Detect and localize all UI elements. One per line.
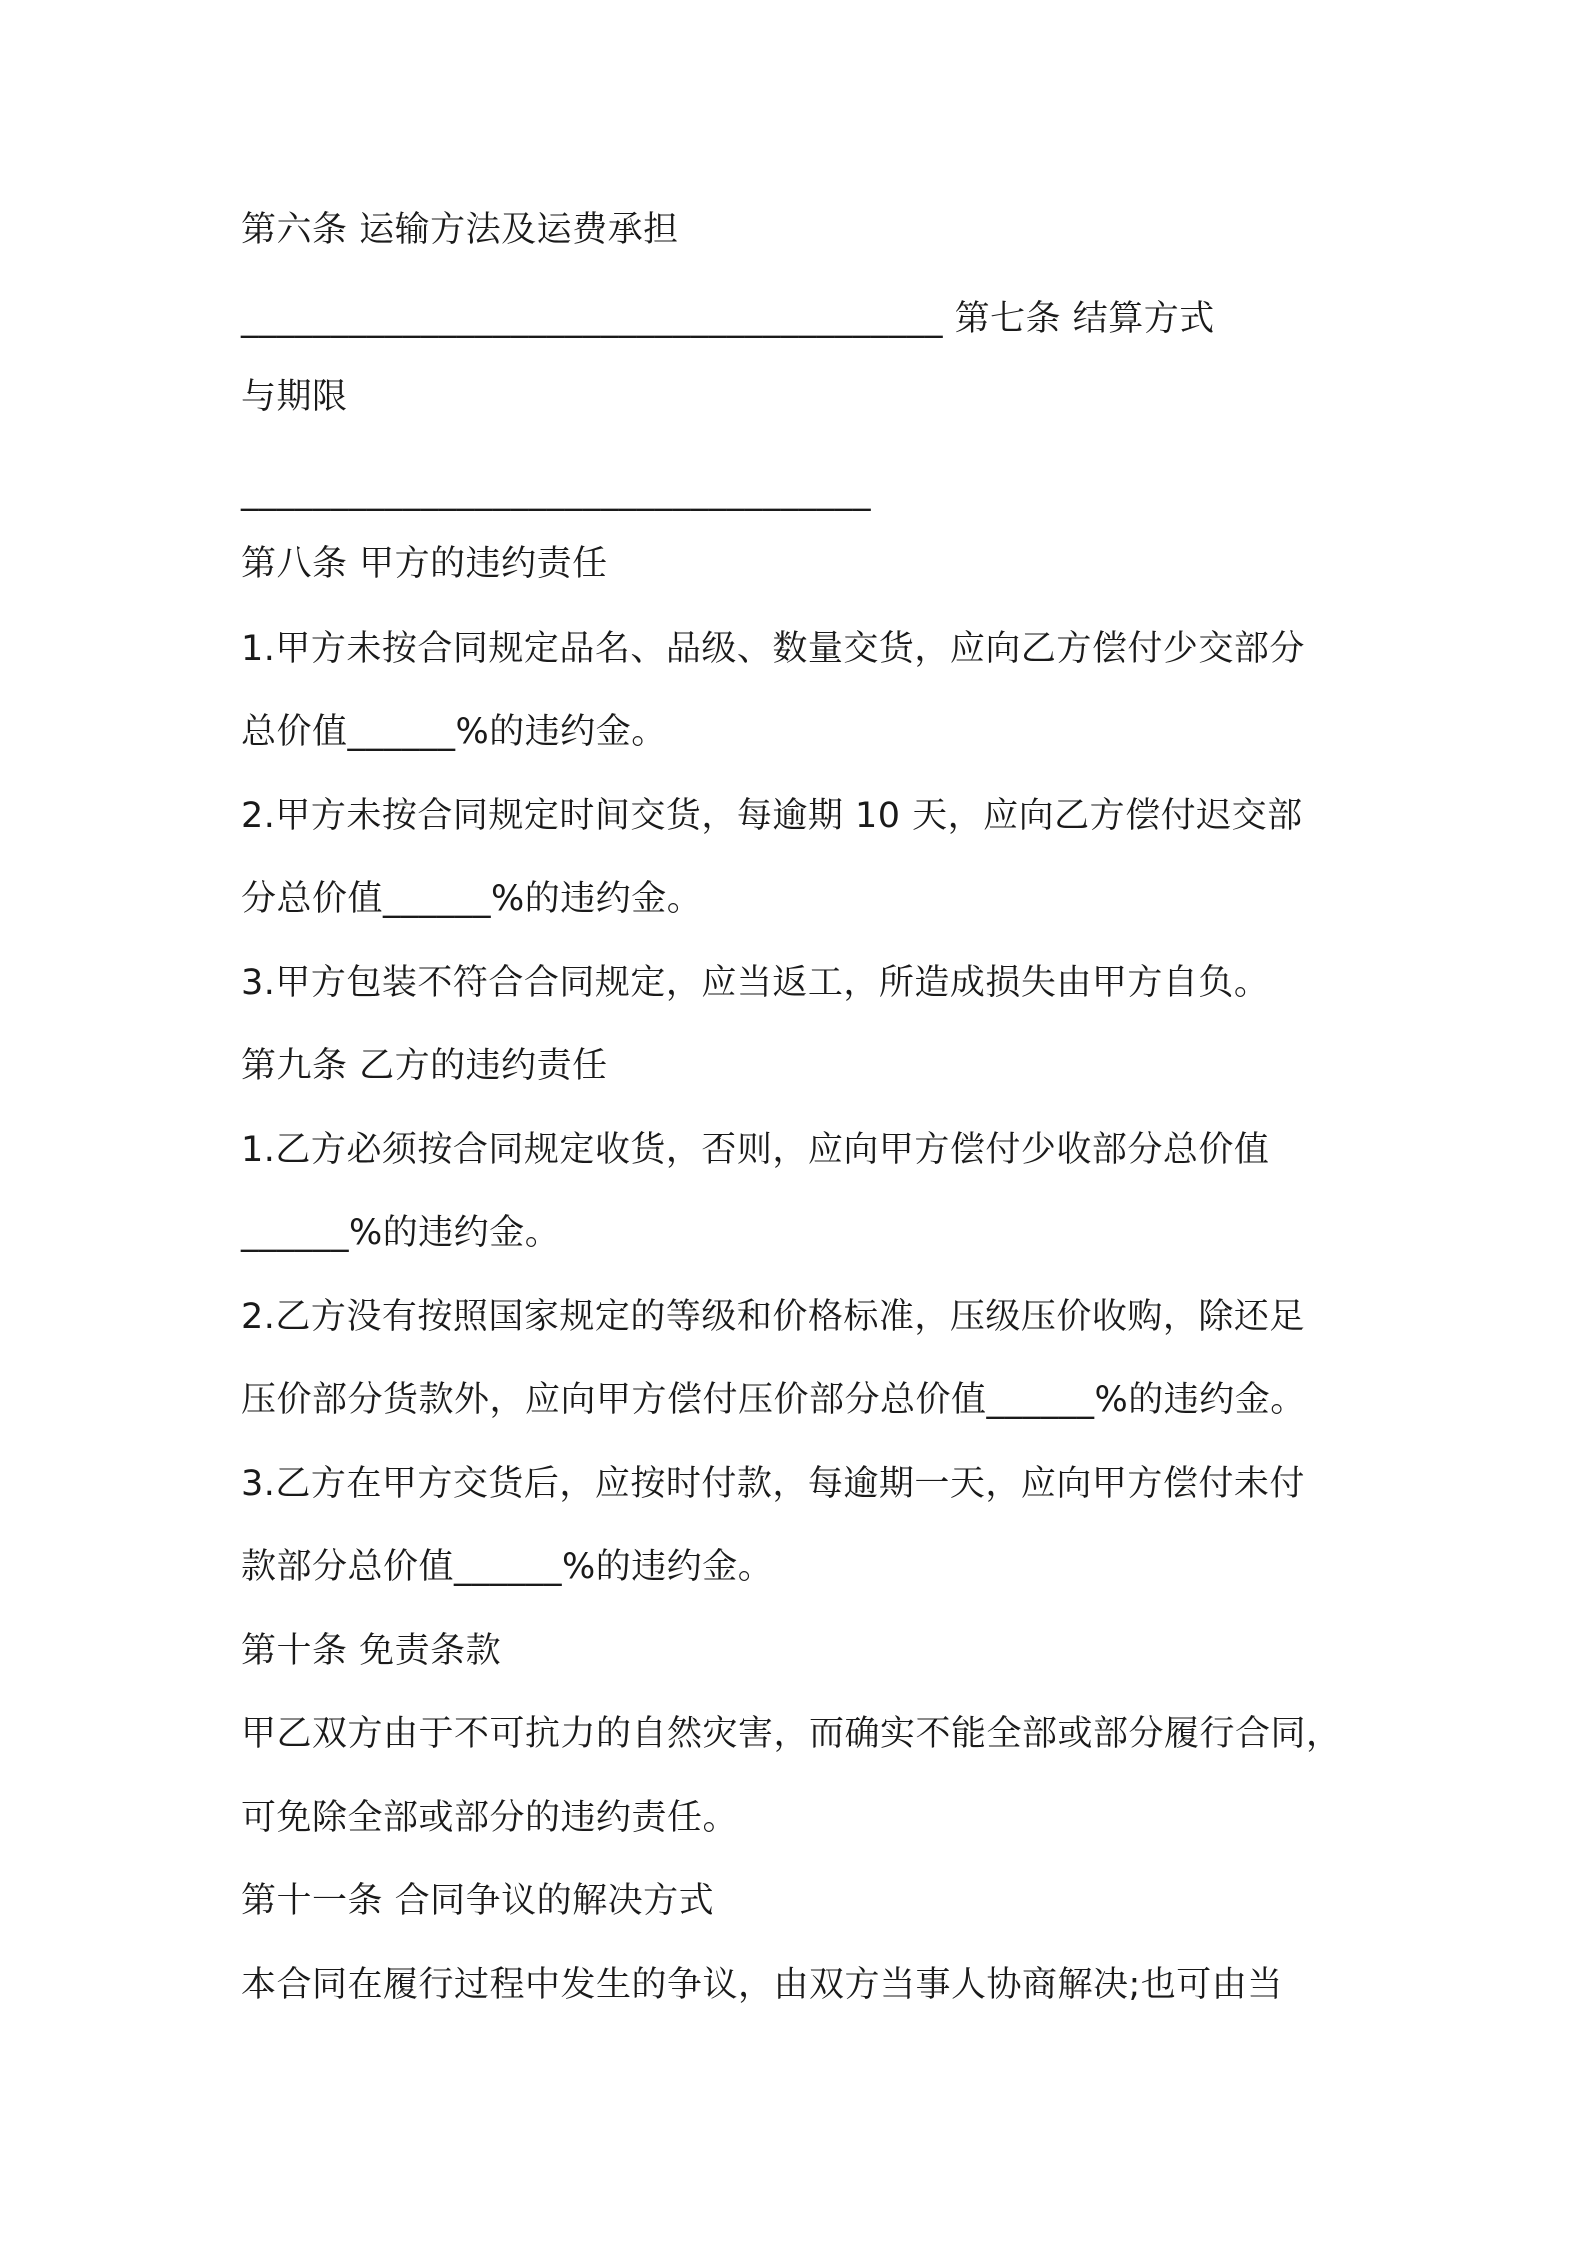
article-9-clause-3-cont: 款部分总价值______%的违约金。 bbox=[241, 1547, 774, 1587]
article-8-clause-1-cont: 总价值______%的违约金。 bbox=[241, 712, 667, 752]
article-11-body: 本合同在履行过程中发生的争议，由双方当事人协商解决;也可由当 bbox=[241, 1965, 1283, 2005]
article-9-heading: 第九条 乙方的违约责任 bbox=[241, 1046, 608, 1086]
article-9-clause-2: 2.乙方没有按照国家规定的等级和价格标准，压级压价收购，除还足 bbox=[241, 1297, 1305, 1337]
article-10-heading: 第十条 免责条款 bbox=[241, 1631, 502, 1671]
article-8-heading: 第八条 甲方的违约责任 bbox=[241, 544, 608, 584]
article-9-clause-2-cont: 压价部分货款外，应向甲方偿付压价部分总价值______%的违约金。 bbox=[241, 1380, 1306, 1420]
article-6-heading: 第六条 运输方法及运费承担 bbox=[241, 210, 679, 250]
article-9-clause-3: 3.乙方在甲方交货后，应按时付款，每逾期一天，应向甲方偿付未付 bbox=[241, 1464, 1305, 1504]
article-8-clause-3: 3.甲方包装不符合合同规定，应当返工，所造成损失由甲方自负。 bbox=[241, 963, 1270, 1003]
article-8-clause-1: 1.甲方未按合同规定品名、品级、数量交货，应向乙方偿付少交部分 bbox=[241, 629, 1305, 669]
article-10-body: 甲乙双方由于不可抗力的自然灾害，而确实不能全部或部分履行合同， bbox=[241, 1714, 1342, 1754]
article-9-clause-1-cont: ______%的违约金。 bbox=[241, 1213, 561, 1253]
article-8-clause-2-cont: 分总价值______%的违约金。 bbox=[241, 879, 703, 919]
blank-fill-line: ___________________________________ bbox=[241, 472, 871, 512]
article-10-body-cont: 可免除全部或部分的违约责任。 bbox=[241, 1798, 739, 1838]
article-7-heading-line: _______________________________________ 第七条 结算方式 bbox=[241, 299, 1215, 339]
article-7-heading-continuation: 与期限 bbox=[241, 377, 348, 417]
article-11-heading: 第十一条 合同争议的解决方式 bbox=[241, 1881, 715, 1921]
article-9-clause-1: 1.乙方必须按合同规定收货，否则，应向甲方偿付少收部分总价值 bbox=[241, 1130, 1270, 1170]
article-8-clause-2: 2.甲方未按合同规定时间交货，每逾期 10 天，应向乙方偿付迟交部 bbox=[241, 796, 1303, 836]
